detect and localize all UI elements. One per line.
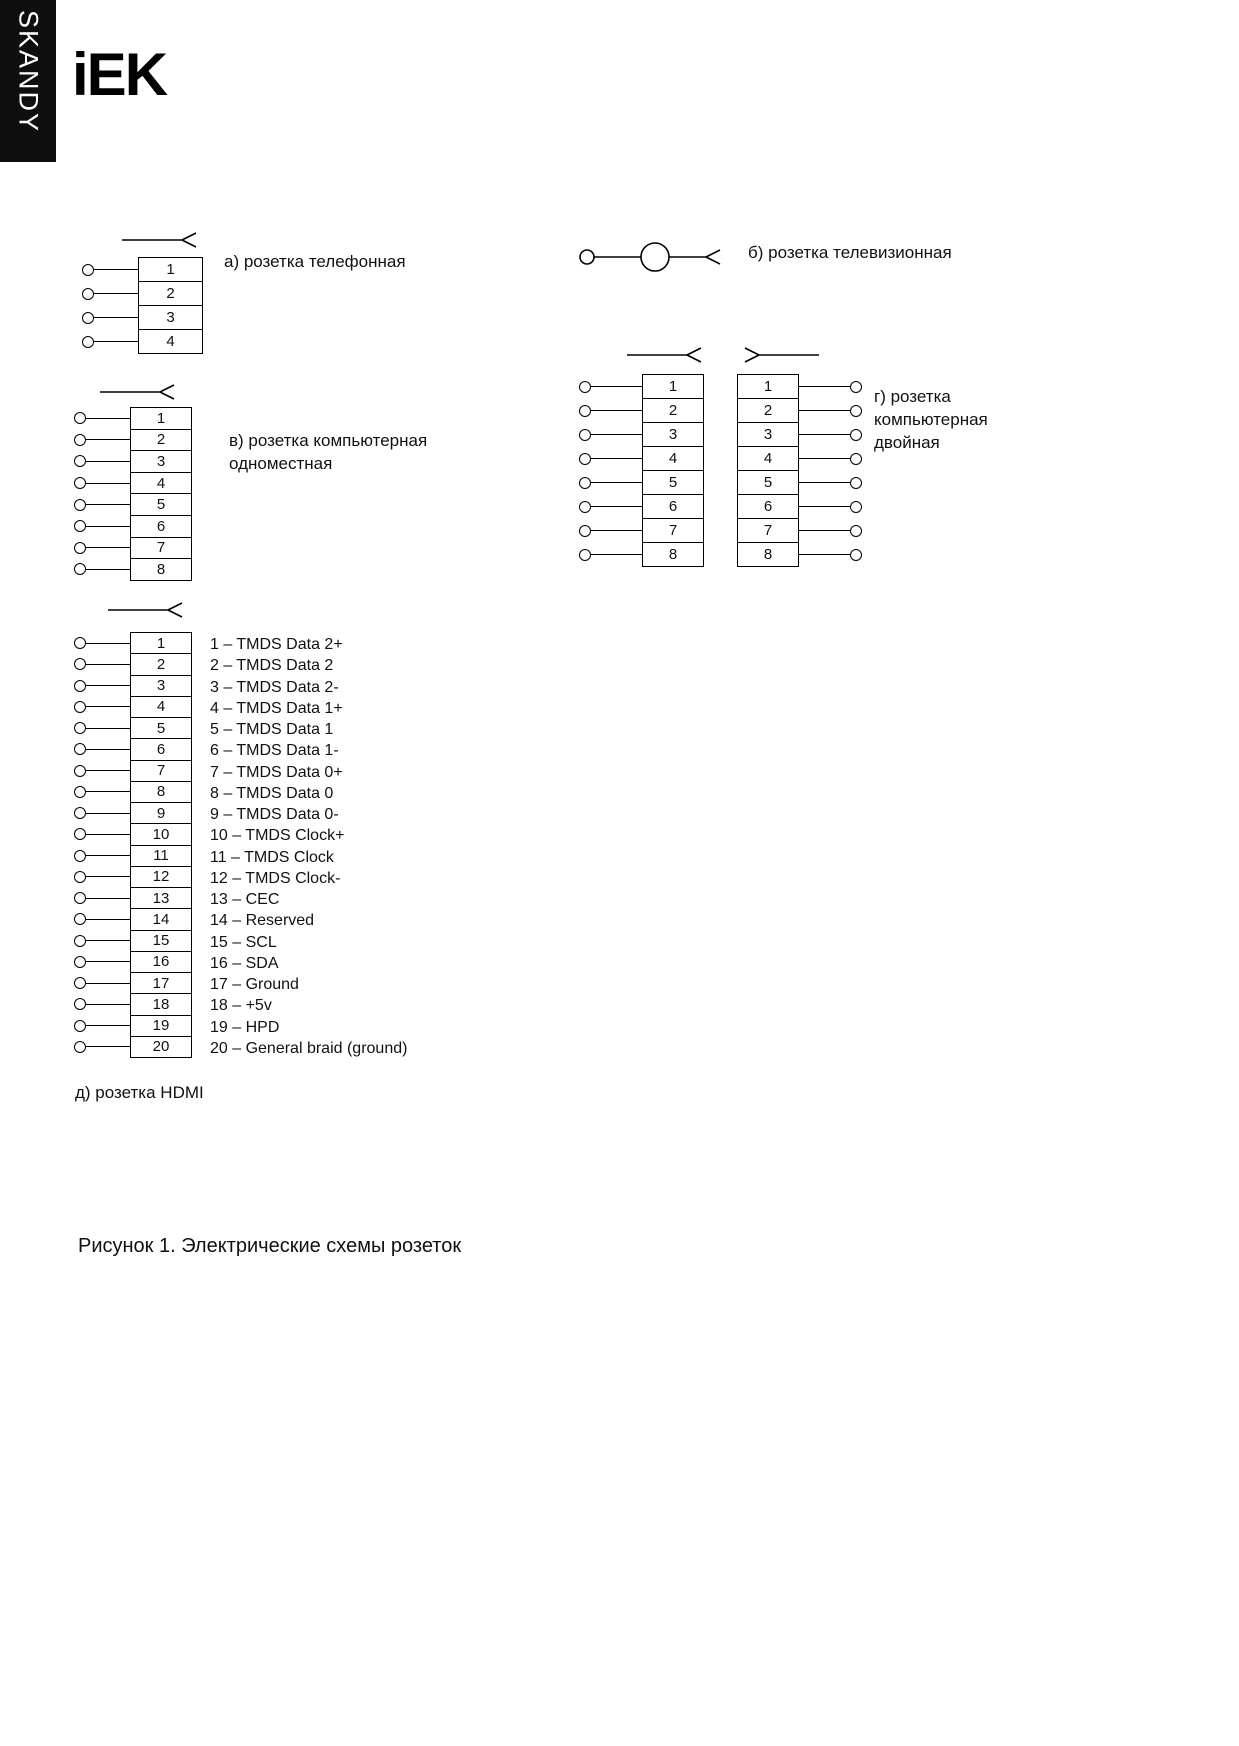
pin-description: 3 – TMDS Data 2-	[210, 678, 339, 696]
terminal-circle	[74, 956, 86, 968]
pin-cell: 8	[642, 542, 704, 567]
pin-cell: 6	[130, 515, 192, 538]
pin-cell: 9	[130, 802, 192, 824]
terminal-circle	[74, 722, 86, 734]
connector-pin-row	[579, 374, 704, 399]
wire-line	[86, 749, 130, 750]
connector-pin-row	[74, 632, 192, 654]
pin-cell: 1	[130, 632, 192, 654]
pin-cell: 4	[737, 446, 799, 471]
pin-cell: 4	[642, 446, 704, 471]
connector-pin-row	[74, 972, 192, 994]
terminal-circle	[850, 477, 862, 489]
wire-line	[86, 643, 130, 644]
hdmi-pin-list	[210, 634, 407, 1059]
terminal-circle	[74, 892, 86, 904]
wire-line	[591, 554, 642, 555]
socket-contact-symbol	[106, 600, 191, 620]
wire-line	[86, 983, 130, 984]
wire-line	[591, 386, 642, 387]
connector-pin-row	[737, 470, 862, 495]
connector-pin-row	[74, 866, 192, 888]
connector-pin-row	[74, 908, 192, 930]
connector-pin-row	[74, 930, 192, 952]
pin-description: 2 – TMDS Data 2	[210, 657, 334, 675]
connector-pin-row	[74, 1015, 192, 1037]
pin-cell: 18	[130, 993, 192, 1015]
terminal-circle	[850, 525, 862, 537]
connector-pin-row	[737, 518, 862, 543]
pin-cell: 14	[130, 908, 192, 930]
terminal-circle	[579, 405, 591, 417]
connector-pin-row	[74, 1036, 192, 1058]
terminal-circle	[82, 288, 94, 300]
wire-line	[86, 855, 130, 856]
connector-pin-row	[579, 422, 704, 447]
terminal-circle	[74, 412, 86, 424]
connector-pin-row	[74, 993, 192, 1015]
pin-description: 13 – CEC	[210, 891, 280, 908]
terminal-circle	[74, 807, 86, 819]
pin-cell: 19	[130, 1015, 192, 1037]
pin-description: 18 – +5v	[210, 997, 272, 1015]
pin-cell: 3	[737, 422, 799, 447]
pin-cell: 2	[138, 281, 203, 306]
terminal-circle	[850, 501, 862, 513]
pin-description: 7 – TMDS Data 0+	[210, 763, 343, 781]
pin-description: 20 – General braid (ground)	[210, 1039, 408, 1057]
wire-line	[86, 664, 130, 665]
terminal-circle	[82, 264, 94, 276]
pin-description: 11 – TMDS Clock	[210, 848, 334, 866]
double-computer-socket-label	[874, 385, 988, 454]
double-computer-socket-label-line1: г) розетка	[874, 387, 951, 406]
pin-description: 8 – TMDS Data 0	[210, 784, 334, 802]
wire-line	[86, 1004, 130, 1005]
wire-line	[86, 439, 130, 440]
pin-cell: 13	[130, 887, 192, 909]
pin-description: 19 – HPD	[210, 1018, 280, 1036]
terminal-circle	[74, 680, 86, 692]
terminal-circle	[74, 520, 86, 532]
telephone-socket-label: а) розетка телефонная	[224, 252, 406, 271]
terminal-circle	[74, 477, 86, 489]
wire-line	[86, 706, 130, 707]
pin-cell: 3	[130, 450, 192, 473]
terminal-circle	[850, 549, 862, 561]
terminal-circle	[74, 542, 86, 554]
connector-pin-row	[579, 542, 704, 567]
pin-cell: 6	[737, 494, 799, 519]
terminal-circle	[74, 1020, 86, 1032]
pin-cell: 7	[130, 760, 192, 782]
terminal-circle	[74, 563, 86, 575]
wire-line	[86, 791, 130, 792]
tv-socket-label: б) розетка телевизионная	[748, 243, 952, 262]
pin-cell: 4	[138, 329, 203, 354]
wire-line	[591, 482, 642, 483]
connector-pin-row	[737, 422, 862, 447]
connector-pin-row	[82, 281, 203, 306]
pin-description: 16 – SDA	[210, 954, 279, 972]
pin-description: 4 – TMDS Data 1+	[210, 699, 343, 717]
wire-line	[86, 813, 130, 814]
terminal-circle	[74, 977, 86, 989]
pin-cell: 5	[130, 493, 192, 516]
terminal-circle	[74, 499, 86, 511]
wire-line	[799, 530, 850, 531]
pin-cell: 3	[138, 305, 203, 330]
pin-cell: 2	[130, 429, 192, 452]
pin-cell: 2	[130, 653, 192, 675]
computer-socket-label-line1: в) розетка компьютерная	[229, 431, 428, 450]
connector-pin-row	[579, 518, 704, 543]
pin-cell: 12	[130, 866, 192, 888]
pin-cell: 1	[642, 374, 704, 399]
wire-line	[86, 728, 130, 729]
terminal-circle	[579, 501, 591, 513]
pin-cell: 4	[130, 472, 192, 495]
double-computer-socket-left-connector	[579, 374, 704, 567]
terminal-circle	[850, 429, 862, 441]
terminal-circle	[82, 336, 94, 348]
pin-cell: 15	[130, 930, 192, 952]
wire-line	[86, 685, 130, 686]
terminal-circle	[579, 429, 591, 441]
pin-cell: 8	[130, 558, 192, 581]
plug-contact-symbol	[736, 345, 821, 365]
connector-pin-row	[579, 470, 704, 495]
connector-pin-row	[74, 845, 192, 867]
connector-pin-row	[737, 398, 862, 423]
wire-line	[799, 458, 850, 459]
terminal-circle	[579, 453, 591, 465]
connector-pin-row	[74, 537, 192, 560]
connector-pin-row	[737, 542, 862, 567]
connector-pin-row	[82, 329, 203, 354]
banner-text: SKANDY	[13, 10, 44, 134]
terminal-circle	[74, 1041, 86, 1053]
terminal-circle	[850, 453, 862, 465]
pin-description: 1 – TMDS Data 2+	[210, 636, 343, 653]
hdmi-socket-connector	[74, 632, 192, 1058]
wire-line	[799, 506, 850, 507]
pin-cell: 16	[130, 951, 192, 973]
connector-pin-row	[74, 675, 192, 697]
double-computer-socket-right-connector	[737, 374, 862, 567]
side-banner	[0, 0, 56, 162]
terminal-circle	[74, 434, 86, 446]
wire-line	[94, 269, 138, 270]
terminal-circle	[74, 743, 86, 755]
connector-pin-row	[82, 305, 203, 330]
connector-pin-row	[74, 802, 192, 824]
wire-line	[86, 1046, 130, 1047]
figure-caption: Рисунок 1. Электрические схемы розеток	[78, 1235, 462, 1257]
connector-pin-row	[74, 450, 192, 473]
wire-line	[94, 317, 138, 318]
terminal-circle	[74, 701, 86, 713]
connector-pin-row	[74, 696, 192, 718]
connector-pin-row	[74, 760, 192, 782]
wire-line	[86, 547, 130, 548]
pin-cell: 7	[642, 518, 704, 543]
pin-description: 5 – TMDS Data 1	[210, 721, 334, 738]
wire-line	[86, 898, 130, 899]
terminal-circle	[579, 549, 591, 561]
terminal-circle	[579, 525, 591, 537]
terminal-circle	[74, 786, 86, 798]
connector-pin-row	[74, 472, 192, 495]
pin-description: 9 – TMDS Data 0-	[210, 806, 339, 823]
connector-pin-row	[737, 374, 862, 399]
computer-socket-connector	[74, 407, 192, 581]
pin-cell: 2	[737, 398, 799, 423]
wire-line	[86, 834, 130, 835]
tv-socket-symbol	[578, 239, 730, 275]
iek-logo: iEK	[72, 41, 167, 108]
connector-pin-row	[74, 493, 192, 516]
wire-line	[799, 554, 850, 555]
connector-pin-row	[82, 257, 203, 282]
double-computer-socket-label-line2: компьютерная	[874, 410, 988, 429]
connector-pin-row	[74, 951, 192, 973]
pin-cell: 7	[737, 518, 799, 543]
telephone-socket-connector	[82, 257, 203, 354]
wire-line	[86, 461, 130, 462]
wire-line	[86, 526, 130, 527]
connector-pin-row	[74, 515, 192, 538]
pin-description: 10 – TMDS Clock+	[210, 827, 345, 845]
pin-cell: 5	[737, 470, 799, 495]
pin-cell: 3	[130, 675, 192, 697]
pin-cell: 20	[130, 1036, 192, 1058]
connector-pin-row	[74, 781, 192, 803]
computer-socket-label	[229, 429, 427, 475]
pin-cell: 8	[130, 781, 192, 803]
wire-line	[86, 569, 130, 570]
wire-line	[799, 386, 850, 387]
terminal-circle	[850, 405, 862, 417]
pin-description: 14 – Reserved	[210, 912, 315, 930]
connector-pin-row	[74, 823, 192, 845]
connector-pin-row	[74, 717, 192, 739]
terminal-circle	[74, 871, 86, 883]
connector-pin-row	[74, 558, 192, 581]
socket-contact-symbol	[120, 230, 205, 250]
wire-line	[86, 961, 130, 962]
socket-contact-symbol	[98, 382, 183, 402]
double-computer-socket-label-line3: двойная	[874, 433, 940, 452]
pin-cell: 1	[737, 374, 799, 399]
terminal-circle	[74, 998, 86, 1010]
wire-line	[591, 410, 642, 411]
terminal-circle	[579, 381, 591, 393]
terminal-circle	[579, 477, 591, 489]
pin-cell: 4	[130, 696, 192, 718]
terminal-circle	[74, 828, 86, 840]
wire-line	[86, 504, 130, 505]
wire-line	[591, 530, 642, 531]
connector-pin-row	[579, 494, 704, 519]
pin-cell: 17	[130, 972, 192, 994]
pin-cell: 5	[130, 717, 192, 739]
pin-cell: 6	[642, 494, 704, 519]
connector-pin-row	[74, 429, 192, 452]
pin-cell: 10	[130, 823, 192, 845]
pin-cell: 1	[130, 407, 192, 430]
terminal-circle	[74, 850, 86, 862]
terminal-circle	[74, 455, 86, 467]
wire-line	[86, 483, 130, 484]
connector-pin-row	[737, 446, 862, 471]
wire-line	[86, 876, 130, 877]
pin-cell: 8	[737, 542, 799, 567]
wire-line	[86, 919, 130, 920]
pin-cell: 3	[642, 422, 704, 447]
wire-line	[86, 1025, 130, 1026]
pin-description: 15 – SCL	[210, 933, 277, 951]
wire-line	[94, 341, 138, 342]
terminal-circle	[850, 381, 862, 393]
wire-line	[591, 458, 642, 459]
wire-line	[94, 293, 138, 294]
connector-pin-row	[74, 653, 192, 675]
pin-description: 6 – TMDS Data 1-	[210, 742, 339, 760]
terminal-circle	[74, 637, 86, 649]
connector-pin-row	[74, 887, 192, 909]
terminal-circle	[74, 765, 86, 777]
pin-cell: 6	[130, 738, 192, 760]
wire-line	[799, 482, 850, 483]
connector-pin-row	[737, 494, 862, 519]
connector-pin-row	[579, 446, 704, 471]
pin-cell: 11	[130, 845, 192, 867]
pin-description: 12 – TMDS Clock-	[210, 869, 341, 887]
terminal-circle	[74, 658, 86, 670]
wire-line	[799, 410, 850, 411]
hdmi-socket-label: д) розетка HDMI	[75, 1083, 204, 1102]
connector-pin-row	[74, 407, 192, 430]
wire-line	[86, 940, 130, 941]
wire-line	[591, 434, 642, 435]
connector-pin-row	[74, 738, 192, 760]
socket-contact-symbol	[625, 345, 710, 365]
wire-line	[86, 770, 130, 771]
terminal-circle	[74, 935, 86, 947]
wire-line	[86, 418, 130, 419]
pin-cell: 2	[642, 398, 704, 423]
pin-description: 17 – Ground	[210, 976, 299, 993]
wire-line	[799, 434, 850, 435]
pin-cell: 5	[642, 470, 704, 495]
wire-line	[591, 506, 642, 507]
terminal-circle	[82, 312, 94, 324]
computer-socket-label-line2: одноместная	[229, 454, 333, 473]
connector-pin-row	[579, 398, 704, 423]
pin-cell: 1	[138, 257, 203, 282]
terminal-circle	[74, 913, 86, 925]
pin-cell: 7	[130, 537, 192, 560]
